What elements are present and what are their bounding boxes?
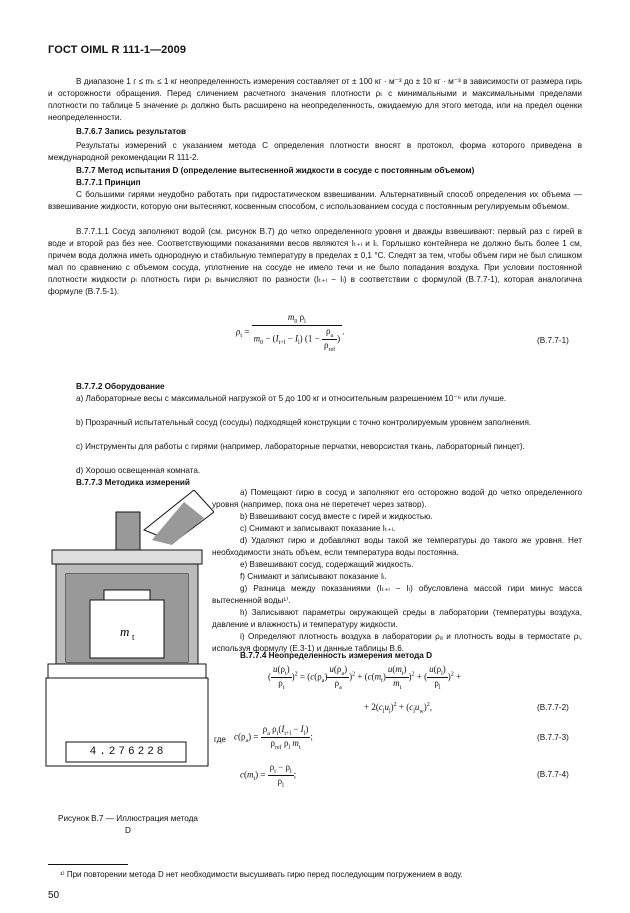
- heading-b771: B.7.7.1 Принцип: [76, 178, 141, 187]
- step-d: d) Удаляют гирю и добавляют воды такой же температуры до такого же уровня. Нет необходимости знать объем, если температура воды постоянна.: [212, 536, 582, 557]
- vessel-lid: [52, 550, 202, 564]
- step-e: e) Взвешивают сосуд, содержащий жидкость.: [240, 560, 414, 569]
- formula-b7772-cont: + $2(c_lu_l)^2 + (c_lu_w)^2$,: [364, 702, 433, 715]
- heading-b774: B.7.7.4 Неопределенность измерения метода D: [240, 651, 433, 660]
- heading-b77: B.7.7 Метод испытания D (определение вытесненной жидкости в сосуде с постоянным объемом): [76, 166, 475, 175]
- weight-top: [104, 590, 150, 600]
- step-a: a) Помещают гирю в сосуд и заполняют его осторожно водой до четко определенного уровня (например, пока она не перетечет через затвор).: [212, 488, 582, 509]
- paragraph-b7711: B.7.7.1.1 Сосуд заполняют водой (см. рисунок В.7) до четко определенного уровня и дважды взвешивают: первый раз с гирей в воде и второй раз без нее. Соответствующими показаниями весов являются Iₜ₊ₗ и Iₗ. Горлышко контейнера не должно быть более 1 см, причем вода должна иметь однородную и стабильную температуру в пределах ± 0,1 °С. Следят за тем, чтобы объем гири не был слишком мал по сравнению с объемом сосуда, уплотнение на сосуде не имело течи и не было попадания воздуха. При условии постоянной плотности жидкости ρₗ плотность гири ρₜ вычисляют по разности (Iₜ₊ₗ − Iₗ) в соответствии с формулой (В.7.7-1), которая аналогична формуле (В.7.5-1).: [48, 227, 582, 296]
- where-label: где: [214, 735, 226, 744]
- formula-b7772: ( $\frac{u(\rho_t)}{\rho_t}$ )$^2 = (c(\rho_a)$ $\frac{u(\rho_a)}{\rho_a}$ )$^2 + (c(m_t)$ $\frac{u(m_t)}{m_t}$ )$^2$ + ( $\frac{u(\rho_l)}{\rho_l}$ )$^2$ +: [268, 664, 462, 691]
- footnote: ¹⁾ При повторении метода D нет необходимости высушивать гирю перед последующим погружением в воду.: [60, 870, 463, 879]
- weight-label: m: [120, 624, 130, 639]
- balance-pan: [48, 664, 206, 678]
- paragraph-principle: С большими гирями неудобно работать при гидростатическом взвешивании. Альтернативный способ определения их объема — взвешивание жидкости, которую они вытесняют, косвенным способом, с использованием сосуда с постоянным регулируемым объемом.: [48, 190, 582, 211]
- heading-b773: B.7.7.3 Методика измерений: [76, 478, 190, 487]
- step-c: c) Снимают и записывают показание Iₜ₊ₗ.: [240, 524, 396, 533]
- step-b: b) Взвешивают сосуд вместе с гирей и жидкостью.: [240, 512, 433, 521]
- equipment-c: c) Инструменты для работы с гирями (например, лабораторные перчатки, неворсистая ткань, лабораторный пинцет).: [76, 442, 525, 451]
- equipment-a: a) Лабораторные весы с максимальной нагрузкой от 5 до 100 кг и относительным разрешением 10⁻⁶ или лучше.: [76, 394, 507, 403]
- equipment-b: b) Прозрачный испытательный сосуд (сосуды) подходящей конструкции с точно контролируемым уровнем заполнения.: [76, 418, 532, 427]
- page-number: 50: [48, 890, 60, 901]
- formula-b7773: $c(\rho_a)$ = $\frac{\rho_a \rho_t(I_{t+l} - I_l)}{\rho_{ref} \rho_l m_t}$ ;: [234, 724, 313, 751]
- footnote-divider: [48, 864, 128, 865]
- step-f: f) Снимают и записывают показание Iₗ.: [240, 572, 387, 581]
- step-g: g) Разница между показаниями (Iₜ₊ₗ − Iₗ) обусловлена массой гири минус масса вытесненной воды¹⁾.: [212, 584, 582, 605]
- paragraph-results: Результаты измерений с указанием метода С определения плотности вносят в протокол, форма которого приведена в международной рекомендации R 111-2.: [48, 141, 582, 162]
- vessel-neck: [116, 512, 140, 550]
- figure-b7-illustration: [44, 490, 214, 810]
- formula-b7774: $c(m_t)$ = $\frac{\rho_t - \rho_l}{\rho_l}$ ;: [240, 762, 297, 789]
- formula-b7771: $\rho_t$ = $m_0$ $\rho_l$ $m_0 - (I_{t+l} - I_l) (1$ − $\frac{\rho_a}{\rho_{ref}}$ ) .: [236, 312, 345, 353]
- equation-number-4: (В.7.7-4): [537, 770, 569, 779]
- heading-b772: B.7.7.2 Оборудование: [76, 382, 165, 391]
- step-h: h) Записывают параметры окружающей среды в лаборатории (температуры воздуха, давление и влажность) и температуру жидкости.: [212, 608, 582, 629]
- figure-caption: Рисунок В.7 — Иллюстрация метода D: [58, 814, 198, 835]
- paragraph-range: В диапазоне 1 г ≤ mₜ ≤ 1 кг неопределенность измерения составляет от ± 100 кг · м⁻³ до ± 10 кг · м⁻³ в зависимости от размера гирь и осторожности обращения. Перед сличением расчетного значения плотности ρₜ с минимальными и максимальными пределами плотности по таблице 5 значение ρₜ должно быть расширено на неопределенность, ожидаемую для этого метода, или на предел оценки неопределенности.: [48, 77, 582, 122]
- document-header: ГОСТ OIML R 111-1—2009: [48, 44, 187, 56]
- equation-number-1: (В.7.7-1): [537, 336, 569, 345]
- equation-number-3: (В.7.7-3): [537, 733, 569, 742]
- balance-display-value: 4.276228: [89, 746, 167, 758]
- step-i: i) Определяют плотность воздуха в лаборатории ρₐ и плотность воды в термостате ρₗ, используя формулу (Е.3-1) и данные таблицы В.6.: [212, 632, 582, 653]
- weight-label-sub: t: [132, 632, 135, 642]
- equipment-d: d) Хорошо освещенная комната.: [76, 466, 201, 475]
- equation-number-2: (В.7.7-2): [537, 703, 569, 712]
- heading-b767: B.7.6.7 Запись результатов: [76, 127, 187, 136]
